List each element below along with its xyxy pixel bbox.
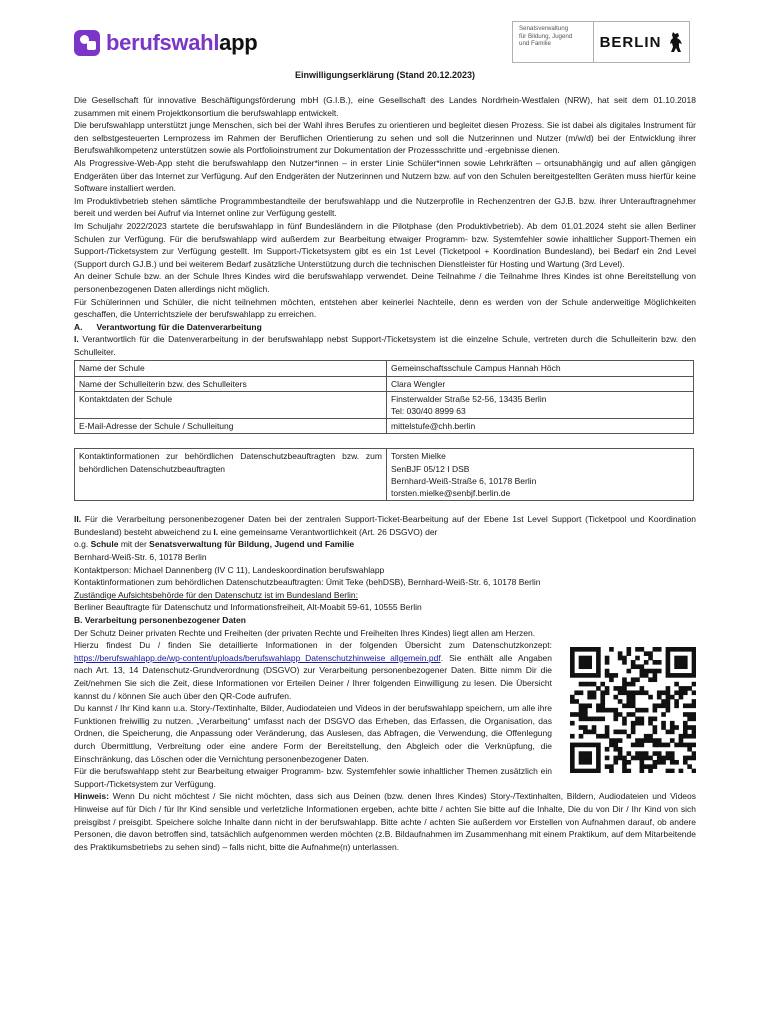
section-a-heading <box>74 321 696 334</box>
spacer <box>74 434 696 446</box>
senat-address: Bernhard-Weiß-Str. 6, 10178 Berlin <box>74 552 207 563</box>
senat-name: Senatsverwaltung für Bildung, Jugend und Familie <box>149 539 355 550</box>
table-value <box>387 449 694 501</box>
school-table <box>74 360 694 434</box>
paragraph: Die Gesellschaft für innovative Beschäftigungsförderung mbH (G.I.B.), eine Gesellschaft des Landes Nordrhein-Westfalen (NRW), hat seit dem 01.10.2018 zusammen mit einem Projektkonsortium die berufswahlapp entwickelt. <box>74 95 696 118</box>
hint-text: Wenn Du nicht möchtest / Sie nicht möchten, dass sich aus Deinen (bzw. denen Ihres Kindes) Story-/Textinhalten, Bildern, Audiodateien und Videos Hinweise auf für Dich / für Ihr Kind sensible und verletzliche Informationen ergeben, achte bitte / achten Sie bitte auf die Inhalte, Die du von Dir / Ihr Kind von sich preisgibst / preisgibt. Speichere solche Inhalte dann nicht in der berufswahlapp. Bitte achte / achten Sie außerdem vor Erstellen von Aufnahmen darauf, ob andere Personen, die davon betroffen sind, tatsächlich aufgenommen werden möchten (z.B. Bildaufnahmen im Zusammenhang mit einem Praktikum, auf dem Mitarbeitende des Praktikumsbetriebs zu sehen sind) – falls nicht, bitte die Aufnahme(n) unterlassen. <box>74 791 696 852</box>
section-a-i-text: Verantwortlich für die Datenverarbeitung in der berufswahlapp nebst Support-/Ticketsystem ist die einzelne Schule, vertreten durch die Schulleiterin bzw. den Schulleiter. <box>74 334 696 357</box>
mit-label: mit der <box>120 539 147 550</box>
paragraph: Als Progressive-Web-App steht die berufswahlapp den Nutzer*innen – in erster Linie Schüler*innen sowie Lehrkräften – ortsunabhängig und auf allen gängigen Endgeräten über das Internet zur Verfügung. Auf den Endgeräten der Nutzerinnen und Nutzern bzw. auf von den Schulen bereitgestellten Geräten muss hierfür keine Software installiert werden. <box>74 157 696 194</box>
table-row <box>75 376 694 391</box>
dsb-table <box>74 448 694 501</box>
section-ii-text: Für die Verarbeitung personenbezogener Daten bei der zentralen Support-Ticket-Bearbeitung auf der Ebene 1st Level Support (Ticketpool und Koordination Bundesland) besteht abweichend zu <box>74 514 696 537</box>
b-intro: Der Schutz Deiner privaten Rechte und Freiheiten (der privaten Rechte und Freiheiten Ihres Kindes) liegt allen am Herzen. <box>74 627 536 638</box>
table-row <box>75 361 694 376</box>
b-paragraph-2: Du kannst / Ihr Kind kann u.a. Story-/Textinhalte, Bilder, Audiodateien und Videos in der berufswahlapp speichern, um alle ihre Funktionen freiwillig zu nutzen. „Verarbeitung“ umfasst nach der DSGVO das Erheben, das Erfassen, die Organisation, das Ordnen, die Speicherung, die Anpassung oder Veränderung, das Auslesen, das Abfragen, die Verwendung, die Offenlegung durch Übermittlung, Verbreitung oder eine andere Form der Bereitstellung, den Abgleich oder die Verknüpfung, die Einschränkung, das Löschen oder die Vernichtung personenbezogener Daten. <box>74 703 552 764</box>
value-line: SenBJF 05/12 I DSB <box>391 463 470 474</box>
section-ii-line2 <box>74 538 696 551</box>
section-ii-number: II. <box>74 514 82 525</box>
authority: Berliner Beauftragte für Datenschutz und Informationsfreiheit, Alt-Moabit 59-61, 10555 Berlin <box>74 602 422 613</box>
table-label: Name der Schulleiterin bzw. des Schulleiters <box>75 376 387 391</box>
senat-line: und Familie <box>519 40 551 48</box>
section-b-heading: B. Verarbeitung personenbezogener Daten <box>74 615 246 626</box>
senatsverwaltung-logo <box>512 21 690 63</box>
value-line: Tel: 030/40 8999 63 <box>391 406 466 417</box>
berlin-label: BERLIN <box>599 33 662 51</box>
table-row <box>75 391 694 418</box>
schule-label: Schule <box>90 539 119 550</box>
paragraph: An deiner Schule bzw. an der Schule Ihres Kindes wird die berufswahlapp verwendet. Deine Teilnahme / die Teilnahme Ihres Kindes ist ohne Bereitstellung von personenbezogenen Daten allerdings nicht möglich. <box>74 271 696 294</box>
logo-text <box>106 30 257 56</box>
b-hint-post: Sie enthält alle Angaben nach Art. 13, 14 Datenschutz-Grundverordnung (DSGVO) zur Verarbeitung personenbezogener Daten. Bitte nimm Dir die Zeit/nehmen Sie sich die Zeit, diese Informationen vor Erteilen Deiner / Ihrer folgenden Einwilligung zu lesen. Die Übersicht kannst du / können Sie auch über den QR-Code aufrufen. <box>74 652 552 701</box>
qr-code[interactable] <box>570 647 696 773</box>
table-row <box>75 419 694 434</box>
paragraph: Im Schuljahr 2022/2023 startete die berufswahlapp in fünf Bundesländern in die Pilotphase (den Produktivbetrieb). Ab dem 01.01.2024 steht sie allen Berliner Schulen zur Verfügung. Für die berufswahlapp wird außerdem zur Bearbeitung etwaiger Programm- bzw. Systemfehler sowie inhaltlicher Support-Themen ein Support-/Ticketsystem zur Verfügung gestellt. Im Support-/Ticketsystem gibt es ein 1st Level (Ticketpool + Koordination Bundesland), bei Bedarf ein 2nd Level (Support durch GJ.B.) und bei weiterem Bedarf zusätzliche Unterstützung durch die technischen Dienstleister für Hosting und Wartung (3rd Level). <box>74 220 696 269</box>
spacer <box>74 501 696 513</box>
section-a-title: Verantwortung für die Datenverarbeitung <box>96 321 262 332</box>
table-value: Gemeinschaftsschule Campus Hannah Höch <box>387 361 694 376</box>
section-a-i <box>74 333 696 358</box>
logo-text-part2: app <box>219 30 258 55</box>
table-label: Kontaktdaten der Schule <box>75 391 387 418</box>
berufswahlapp-logo <box>74 30 257 56</box>
b-hint: Hierzu findest Du / finden Sie detaillierte Informationen in der folgenden Übersicht zum Datenschutzkonzept: https://berufswahlapp.de/wp-content/uploads/berufswahlapp_Datenschutzhinweise_allgemein.pdf. Sie enthält alle Angaben nach Art. 13, 14 Datenschutz-Grundverordnung (DSGVO) zur Verarbeitung personenbezogener Daten. Bitte nimm Dir die Zeit/nehmen Sie sich die Zeit, diese Informationen vor Erteilen Deiner / Ihrer folgenden Einwilligung zu lesen. Die Übersicht kannst du / können Sie auch über den QR-Code aufrufen. <box>74 640 552 701</box>
logo-text-part1: berufswahl <box>106 30 220 55</box>
value-line: Finsterwalder Straße 52-56, 13435 Berlin <box>391 393 547 404</box>
paragraph: Für Schülerinnen und Schüler, die nicht teilnehmen möchten, entstehen aber keinerlei Nachteile, denn es werden von der Schule anderweitige Möglichkeiten geschaffen, die Unterrichtsziele der berufswahlapp zu erreichen. <box>74 296 696 320</box>
table-value: Clara Wengler <box>387 376 694 391</box>
berlin-bear-icon <box>669 31 683 53</box>
privacy-link[interactable]: https://berufswahlapp.de/wp-content/uploads/berufswahlapp_Datenschutzhinweise_allgemein.pdf <box>74 652 441 663</box>
section-ii-prefix: o.g. <box>74 539 89 550</box>
table-row <box>75 449 694 501</box>
b-hint-pre: Hierzu findest Du / finden Sie detaillierte Informationen in der folgenden Übersicht zum Datenschutzkonzept: <box>74 640 552 651</box>
table-label: Name der Schule <box>75 361 387 376</box>
document-body <box>74 94 696 853</box>
section-a-letter: A. <box>74 321 83 332</box>
table-label: Kontaktinformationen zur behördlichen Datenschutzbeauftragten bzw. zum behördlichen Datenschutzbeauftragten <box>75 449 387 501</box>
section-a-i-number: I. <box>74 334 79 345</box>
value-line: torsten.mielke@senbjf.berlin.de <box>391 488 511 499</box>
value-line: Torsten Mielke <box>391 451 446 462</box>
qr-code-icon <box>570 647 696 773</box>
value-line: Bernhard-Weiß-Straße 6, 10178 Berlin <box>391 475 537 486</box>
hint <box>74 790 696 853</box>
document-title: Einwilligungserklärung (Stand 20.12.2023) <box>294 70 476 80</box>
senat-line: für Bildung, Jugend <box>519 32 573 40</box>
table-value: mittelstufe@chh.berlin <box>387 419 694 434</box>
section-ii-text-2: eine gemeinsame Verantwortlichkeit (Art. 26 DSGVO) der <box>220 526 438 537</box>
senat-text <box>513 22 593 62</box>
b-paragraph-3: Für die berufswahlapp steht zur Bearbeitung etwaiger Programm- bzw. Systemfehler sowie inhaltlicher Themen zusätzlich ein Support-/Ticketsystem zur Verfügung. <box>74 766 552 789</box>
table-value <box>387 391 694 418</box>
table-label: E-Mail-Adresse der Schule / Schulleitung <box>75 419 387 434</box>
section-ii-ref: I. <box>213 526 219 537</box>
hint-label: Hinweis: <box>74 791 109 802</box>
paragraph: Im Produktivbetrieb stehen sämtliche Programmbestandteile der berufswahlapp und die Nutzerprofile in Rechenzentren der GJ.B. bzw. ihrer Unterauftragnehmer bereit und werden bei Aufruf via Internet online zur Verfügung gestellt. <box>74 195 696 219</box>
dsb-contact: Kontaktinformationen zum behördlichen Datenschutzbeauftragten: Ümit Teke (behDSB), Bernhard-Weiß-Str. 6, 10178 Berlin <box>74 577 541 588</box>
contact-person: Kontaktperson: Michael Dannenberg (IV C 11), Landeskoordination berufswahlapp <box>74 564 385 575</box>
berlin-mark <box>594 22 689 62</box>
app-badge-icon <box>74 30 100 56</box>
section-ii <box>74 513 696 538</box>
paragraph: Die berufswahlapp unterstützt junge Menschen, sich bei der Wahl ihres Berufes zu orientieren und begleitet diesen Prozess. Sie ist dabei als digitales Instrument für den selbstgesteuerten Lernprozess im Rahmen der Beruflichen Orientierung zu sehen und soll die Nutzerinnen und Nutzer (m/w/d) bei der Entwicklung ihrer Berufswahlkompetenz unterstützen sowie als Portfolioinstrument zur Dokumentation der Prozessschritte und -ergebnisse dienen. <box>74 120 696 156</box>
authority-heading: Zuständige Aufsichtsbehörde für den Datenschutz ist im Bundesland Berlin: <box>74 589 358 600</box>
senat-line: Senatsverwaltung <box>519 25 569 32</box>
